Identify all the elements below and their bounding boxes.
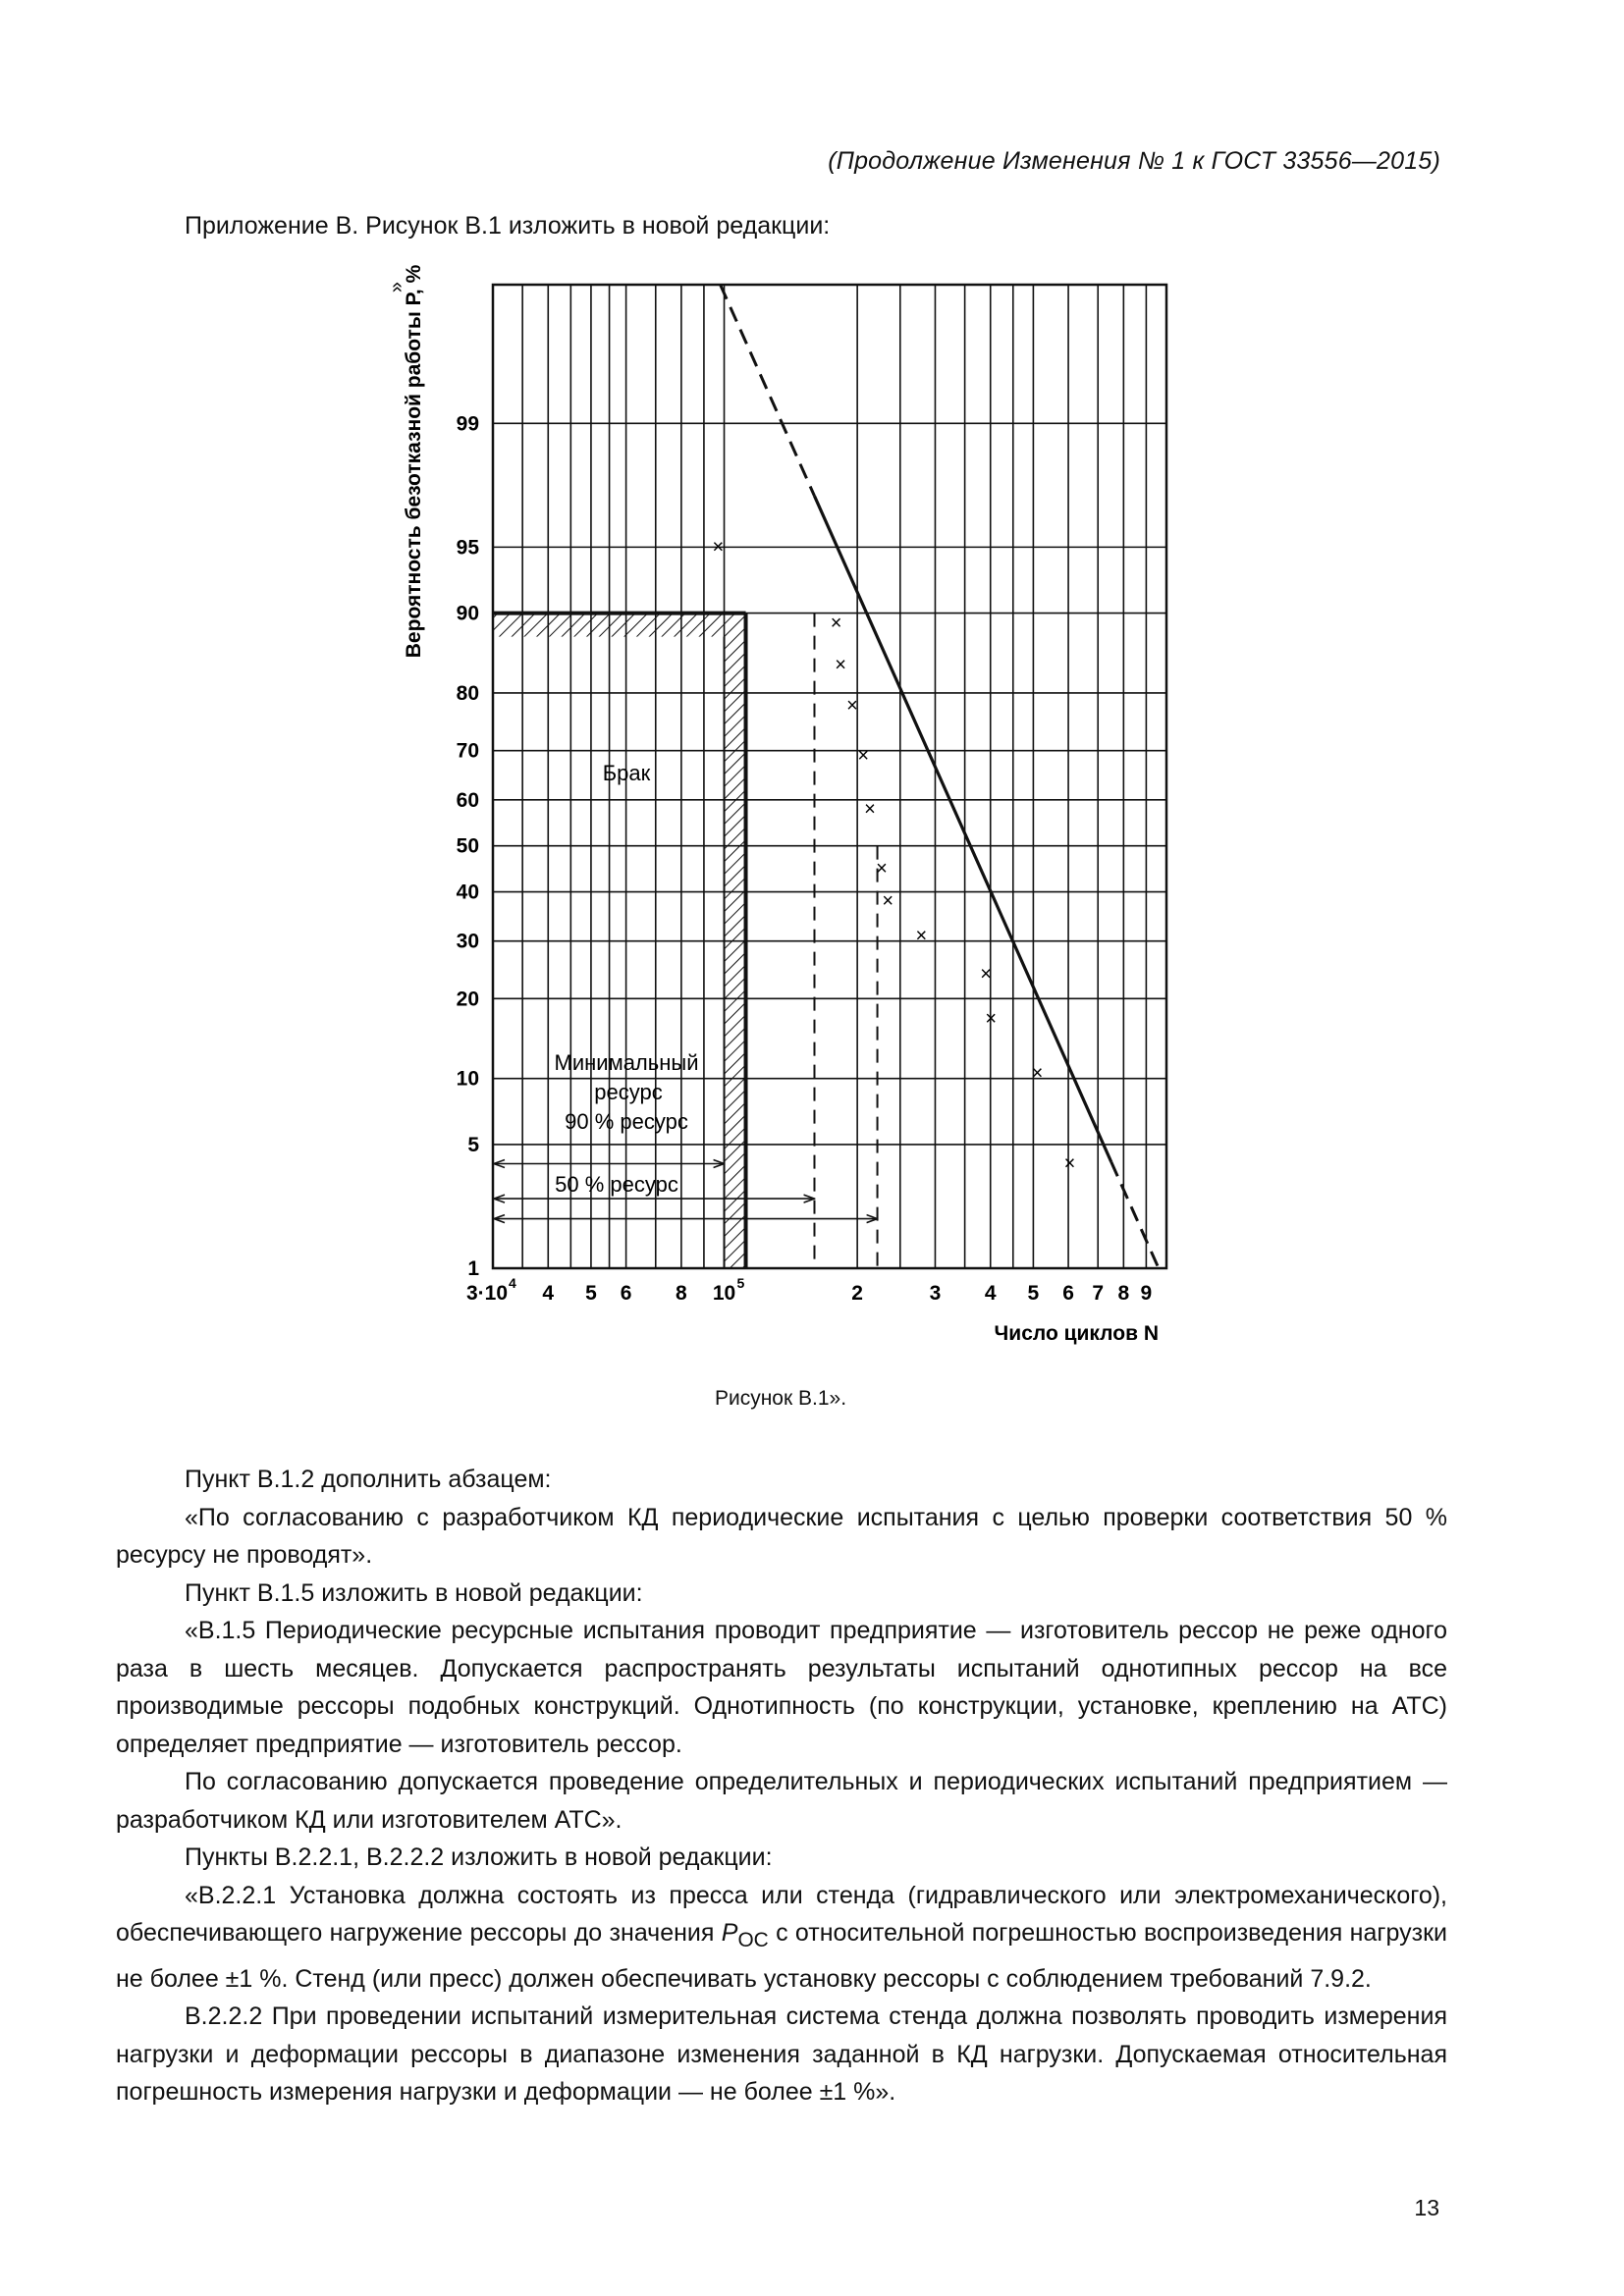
y-axis-title: Вероятность безотказной работы P, % (403, 265, 425, 659)
paragraph: Пункт В.1.2 дополнить абзацем: (185, 1466, 552, 1493)
probability-chart (383, 265, 1178, 1360)
min-resource-label-2: ресурс (594, 1080, 663, 1104)
y-tick-label: 10 (456, 1067, 479, 1091)
x-tick-label: 2 (851, 1282, 863, 1305)
data-point: × (1031, 1062, 1044, 1085)
paragraph-part: «В.2.2.1 Установка должна состоять из пресса или стенда (гидравлического или электромеханического), обеспечивающего нагружение рессоры до значения (116, 1881, 1447, 1947)
x-tick-label: 6 (1062, 1282, 1074, 1305)
hatch-horizontal (494, 614, 725, 637)
paragraph-part: с относительной погрешностью воспроизведения нагрузки не более ±1 %. Стенд (или пресс) должен обеспечивать установку рессоры с соблюдением требований 7.9.2. (116, 1919, 1447, 1993)
y-tick-label: 20 (456, 988, 479, 1011)
data-point: × (864, 798, 876, 821)
fit-line-lower-dashed (1111, 1162, 1159, 1268)
regression-line (721, 285, 1159, 1268)
fit-line-solid (814, 496, 1110, 1161)
x-tick-label: 7 (1092, 1282, 1105, 1305)
body-text (116, 1461, 1447, 2111)
y-tick-label: 99 (456, 412, 479, 436)
y-tick-label: 80 (456, 681, 479, 705)
paragraph (116, 1877, 1447, 1999)
data-point: × (1063, 1152, 1076, 1175)
min-resource-label-1: Минимальный (554, 1050, 699, 1075)
x-tick-label: 5 (1027, 1282, 1040, 1305)
x-axis-title: Число циклов N (994, 1322, 1159, 1345)
data-point: × (857, 744, 870, 767)
x-tick-label: 8 (1117, 1282, 1130, 1305)
paragraph: По согласованию допускается проведение определительных и периодических испытаний предприятием — разработчиком КД или изготовителем АТС». (116, 1768, 1447, 1834)
data-point: × (846, 694, 858, 717)
y-tick-label: 90 (456, 602, 479, 625)
symbol-p: P (721, 1919, 738, 1947)
x-tick-exponent: 5 (736, 1275, 745, 1291)
paragraph: Пункт В.1.5 изложить в новой редакции: (185, 1578, 643, 1607)
resource-50-label: 50 % ресурс (555, 1172, 678, 1197)
x-tick-label: 3·10 (465, 1282, 509, 1305)
y-tick-label: 5 (467, 1133, 479, 1156)
data-point: × (830, 612, 842, 634)
x-tick-label: 5 (585, 1282, 597, 1305)
reject-label: Брак (602, 761, 651, 785)
data-point: × (876, 857, 888, 880)
y-tick-label: 50 (456, 834, 479, 858)
x-tick-label: 10 (712, 1282, 736, 1305)
paragraph: Пункты В.2.2.1, В.2.2.2 изложить в новой редакции: (185, 1843, 773, 1871)
paragraph: «В.1.5 Периодические ресурсные испытания проводит предприятие — изготовитель рессор не реже одного раза в шесть месяцев. Допускается распространять результаты испытаний однотипных рессор на все производимые рессоры подобных конструкций. Однотипность (по конструкции, установке, креплению на АТС) определяет предприятие — изготовитель рессор. (116, 1617, 1447, 1758)
x-tick-label: 3 (929, 1282, 942, 1305)
x-tick-label: 6 (620, 1282, 632, 1305)
document-header: (Продолжение Изменения № 1 к ГОСТ 33556—2015) (828, 147, 1440, 175)
data-point: × (882, 890, 894, 913)
fit-line-upper-dashed (721, 285, 815, 496)
data-point: × (915, 925, 928, 947)
x-tick-label: 4 (542, 1282, 555, 1305)
data-point: × (985, 1008, 998, 1031)
figure-caption: Рисунок В.1». (714, 1387, 847, 1410)
x-tick-label: 8 (676, 1282, 687, 1305)
hatch-vertical (725, 614, 746, 1268)
data-point: × (980, 963, 992, 986)
x-tick-label: 9 (1140, 1282, 1153, 1305)
resource-90-label: 90 % ресурс (565, 1109, 688, 1134)
y-tick-label: 30 (456, 930, 479, 953)
y-tick-label: 95 (456, 536, 479, 560)
intro-line: Приложение В. Рисунок В.1 изложить в новой редакции: (185, 212, 831, 240)
paragraph: В.2.2.2 При проведении испытаний измерительная система стенда должна позволять проводить измерения нагрузки и деформации рессоры в диапазоне изменения заданной в КД нагрузки. Допускаемая относительная погрешность измерения нагрузки и деформации — не более ±1 %». (116, 2002, 1447, 2106)
page-number: 13 (1414, 2195, 1439, 2220)
symbol-subscript: ОС (737, 1929, 769, 1951)
y-tick-label: 1 (467, 1257, 479, 1280)
data-point: × (835, 654, 846, 676)
y-tick-label: 60 (456, 788, 479, 812)
open-quote: « (387, 282, 408, 294)
data-point: × (712, 536, 725, 559)
x-tick-exponent: 4 (509, 1275, 516, 1291)
paragraph: «По согласованию с разработчиком КД периодические испытания с целью проверки соответствия 50 % ресурсу не проводят». (116, 1503, 1447, 1569)
y-tick-label: 40 (456, 881, 479, 904)
y-tick-label: 70 (456, 739, 479, 763)
x-tick-label: 4 (984, 1282, 997, 1305)
